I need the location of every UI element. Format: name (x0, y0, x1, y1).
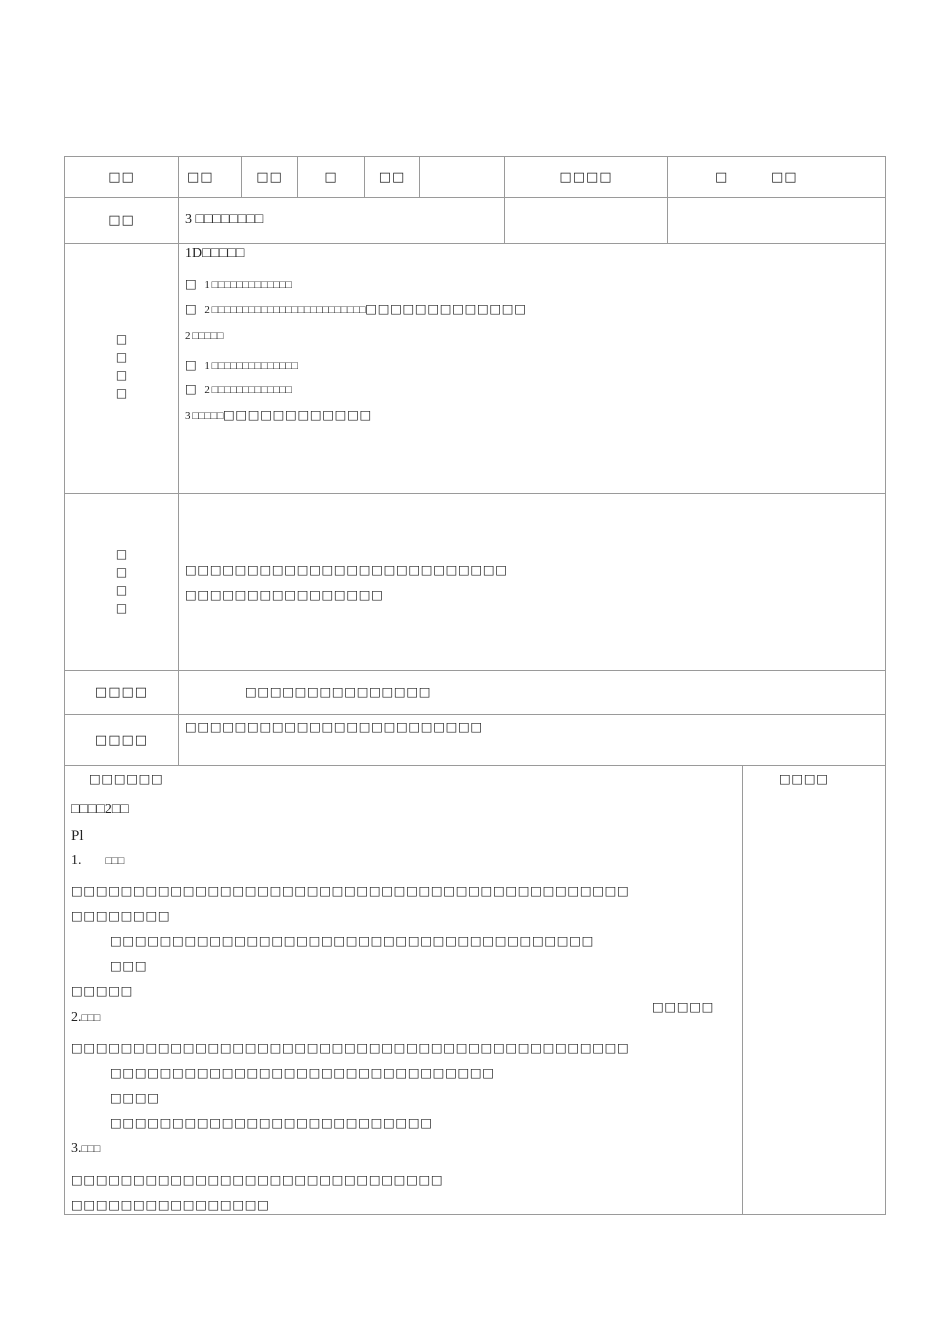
step-2-line-3: □□□□ (110, 1090, 160, 1105)
keypoints-label-cell (65, 494, 179, 670)
lesson-plan-table (64, 156, 886, 1215)
prep-row (65, 715, 885, 766)
header-cell-7: □□□□ (505, 157, 668, 197)
header-cell-8 (668, 157, 885, 197)
topic-extra-1 (505, 198, 668, 243)
keypoints-label-char: □ (115, 547, 128, 561)
prep-label: □□□□ (65, 715, 179, 765)
process-right-heading: □□□□ (779, 771, 829, 786)
side-note: □□□□□ (652, 999, 715, 1014)
topic-extra-2 (668, 198, 885, 243)
checkbox-icon: □ (185, 381, 198, 396)
method-value-cell (179, 671, 885, 714)
header-cell-5: □□ (365, 157, 420, 197)
objective-line-4: 2 □□□□□ (185, 330, 223, 342)
objectives-label-char: □ (115, 368, 128, 382)
step-2-line-4: □□□□□□□□□□□□□□□□□□□□□□□□□□ (110, 1115, 433, 1130)
objective-line-6: □ 2 □□□□□□□□□□□□□ (185, 381, 292, 396)
keypoint-line-1: □□□□□□□□□□□□□□□□□□□□□□□□□□ (185, 562, 508, 577)
objective-line-2: □ 1 □□□□□□□□□□□□□ (185, 276, 292, 291)
topic-value-cell (179, 198, 505, 243)
step-3-heading: 3.□□□ (71, 1141, 100, 1156)
step-1-line-5: □□□□□ (71, 983, 134, 998)
objectives-label-cell (65, 244, 179, 493)
process-row (65, 766, 885, 1214)
keypoints-label-char: □ (115, 583, 128, 597)
objective-line-3: □ 2 □□□□□□□□□□□□□□□□□□□□□□□□□□□□□□□□□□□□□□ (185, 301, 527, 316)
topic-value: 3 □□□□□□□□ (185, 212, 264, 227)
objectives-label-char: □ (115, 350, 128, 364)
step-1-line-4: □□□ (110, 958, 148, 973)
header-cell-3: □□ (242, 157, 298, 197)
topic-label: □□ (65, 198, 179, 243)
objective-line-1: 1D□□□□□ (185, 246, 245, 261)
keypoints-content (179, 494, 885, 670)
process-side (743, 766, 885, 1214)
header-cell-8b: □□ (771, 170, 798, 185)
keypoint-line-2: □□□□□□□□□□□□□□□□ (185, 587, 384, 602)
step-1-line-3: □□□□□□□□□□□□□□□□□□□□□□□□□□□□□□□□□□□□□□□ (110, 933, 595, 948)
objective-line-7: 3 □□□□□□□□□□□□□□□□□ (185, 407, 372, 422)
objectives-content (179, 244, 885, 493)
header-cell-8a: □ (715, 170, 729, 185)
step-3-line-1: □□□□□□□□□□□□□□□□□□□□□□□□□□□□□□ (71, 1172, 444, 1187)
step-2-line-2: □□□□□□□□□□□□□□□□□□□□□□□□□□□□□□□ (110, 1065, 495, 1080)
objective-line-5: □ 1 □□□□□□□□□□□□□□ (185, 357, 298, 372)
objectives-label-char: □ (115, 332, 128, 346)
method-value: □□□□□□□□□□□□□□□ (245, 684, 432, 699)
step-1-heading: 1. □□□ (71, 853, 124, 868)
keypoints-label-char: □ (115, 601, 128, 615)
step-2-heading: 2.□□□ (71, 1010, 100, 1025)
topic-row (65, 198, 885, 244)
keypoints-row (65, 494, 885, 671)
header-cell-2: □□ (179, 157, 242, 197)
checkbox-icon: □ (185, 276, 198, 291)
step-2-line-1: □□□□□□□□□□□□□□□□□□□□□□□□□□□□□□□□□□□□□□□□□□□□□ (71, 1040, 630, 1055)
method-label: □□□□ (65, 671, 179, 714)
process-heading: □□□□□□ (89, 771, 164, 786)
prep-value: □□□□□□□□□□□□□□□□□□□□□□□□ (185, 719, 483, 734)
process-subheading: □□□□2□□ (71, 802, 129, 817)
objectives-row (65, 244, 885, 494)
process-main (65, 766, 743, 1214)
process-pl: Pl (71, 828, 84, 844)
objectives-label (65, 330, 178, 402)
header-cell-1: □□ (65, 157, 179, 197)
objectives-label-char: □ (115, 386, 128, 400)
step-3-line-2: □□□□□□□□□□□□□□□□ (71, 1197, 270, 1212)
keypoints-label-char: □ (115, 565, 128, 579)
step-1-line-1: □□□□□□□□□□□□□□□□□□□□□□□□□□□□□□□□□□□□□□□□□□□□□ (71, 883, 630, 898)
header-row (65, 157, 885, 198)
keypoints-label (65, 545, 178, 617)
header-cell-4: □ (298, 157, 365, 197)
checkbox-icon: □ (185, 301, 198, 316)
method-row (65, 671, 885, 715)
prep-value-cell (179, 715, 885, 765)
step-1-line-2: □□□□□□□□ (71, 908, 171, 923)
checkbox-icon: □ (185, 357, 198, 372)
header-cell-6 (420, 157, 505, 197)
